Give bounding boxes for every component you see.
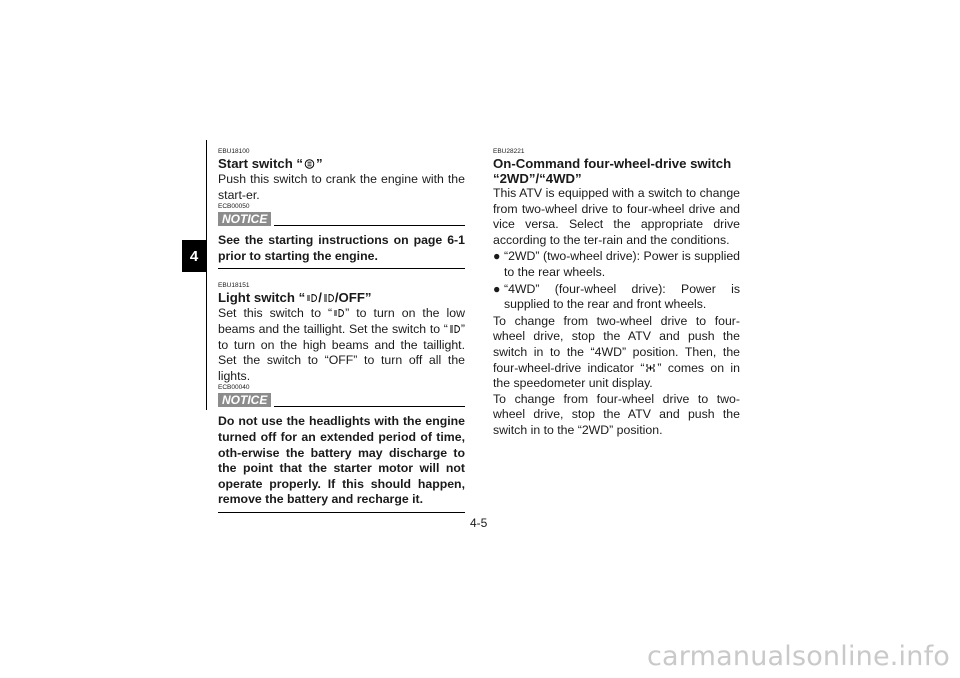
light-switch-text	[218, 306, 465, 384]
heading-text: /OFF”	[334, 290, 372, 306]
notice-text: See the starting instructions on page 6-1 prior to starting the engine.	[218, 233, 465, 263]
four-wheel-drive-heading	[493, 156, 740, 186]
notice-rule	[274, 406, 465, 407]
text-run: ” to turn on the low beams and the taillight. Set the switch to “	[218, 306, 465, 336]
notice-code: ECB00040	[218, 384, 250, 392]
notice-code: ECB00050	[218, 203, 250, 211]
chapter-tab: 4	[182, 240, 206, 272]
section-code: EBU18100	[218, 148, 250, 155]
start-switch-text: Push this switch to crank the engine with the start-er.	[218, 172, 465, 202]
high-beam-icon	[323, 293, 334, 303]
notice-header	[218, 212, 465, 228]
list-item	[493, 249, 740, 280]
start-switch-heading	[218, 156, 465, 171]
notice-label: NOTICE	[218, 393, 271, 407]
text-run: ” to turn on the high beams and the taillight. Set the switch to “OFF” to turn off all the lights.	[218, 321, 465, 383]
heading-line: On-Command four-wheel-drive switch	[493, 156, 732, 171]
heading-line: “2WD”/“4WD”	[493, 171, 582, 186]
bullet-icon: ●	[493, 249, 501, 264]
right-column	[493, 148, 740, 439]
notice-end-rule	[218, 512, 465, 513]
notice-rule	[274, 225, 465, 226]
notice-label: NOTICE	[218, 212, 271, 226]
heading-text: Start switch “	[218, 156, 304, 171]
heading-text: ”	[316, 156, 323, 171]
heading-text: /	[318, 290, 322, 306]
change-to-4wd-text	[493, 314, 740, 392]
page-number: 4-5	[470, 516, 488, 530]
light-switch-heading	[218, 290, 465, 305]
text-run: ” comes on in the speedometer unit display.	[493, 360, 740, 391]
high-beam-icon	[449, 324, 460, 334]
low-beam-icon	[306, 293, 317, 303]
section-code: EBU18151	[218, 282, 250, 290]
notice-text: Do not use the headlights with the engine turned off for an extended period of time, oth-erwise the battery may discharge to the point that the starter motor will not operate properly. If this should happen, remove the battery and recharge it.	[218, 414, 465, 507]
start-switch-icon	[304, 159, 315, 169]
list-item-text: “4WD” (four-wheel drive): Power is supplied to the rear and front wheels.	[504, 281, 740, 312]
list-item	[493, 282, 740, 313]
four-wheel-drive-indicator-icon	[645, 363, 656, 373]
bullet-icon: ●	[493, 281, 501, 296]
low-beam-icon	[333, 308, 344, 318]
text-run: To change from two-wheel drive to four-wheel drive, stop the ATV and push the switch in to the “4WD” position. Then, the four-wheel-drive indicator “	[493, 313, 740, 375]
chapter-tab-rule	[206, 140, 207, 410]
text-run: Set this switch to “	[218, 306, 333, 321]
list-item-text: “2WD” (two-wheel drive): Power is supplied to the rear wheels.	[504, 249, 740, 279]
section-code: EBU28221	[493, 148, 525, 155]
watermark: carmanualsonline.info	[647, 641, 950, 672]
intro-text: This ATV is equipped with a switch to change from two-wheel drive to four-wheel drive and vice versa. Select the appropriate drive according to the ter-rain and the conditions.	[493, 186, 740, 247]
left-column	[218, 148, 465, 513]
change-to-2wd-text: To change from four-wheel drive to two-wheel drive, stop the ATV and push the switch in to the “2WD” position.	[493, 391, 740, 437]
heading-text: Light switch “	[218, 290, 306, 306]
notice-header	[218, 393, 465, 409]
